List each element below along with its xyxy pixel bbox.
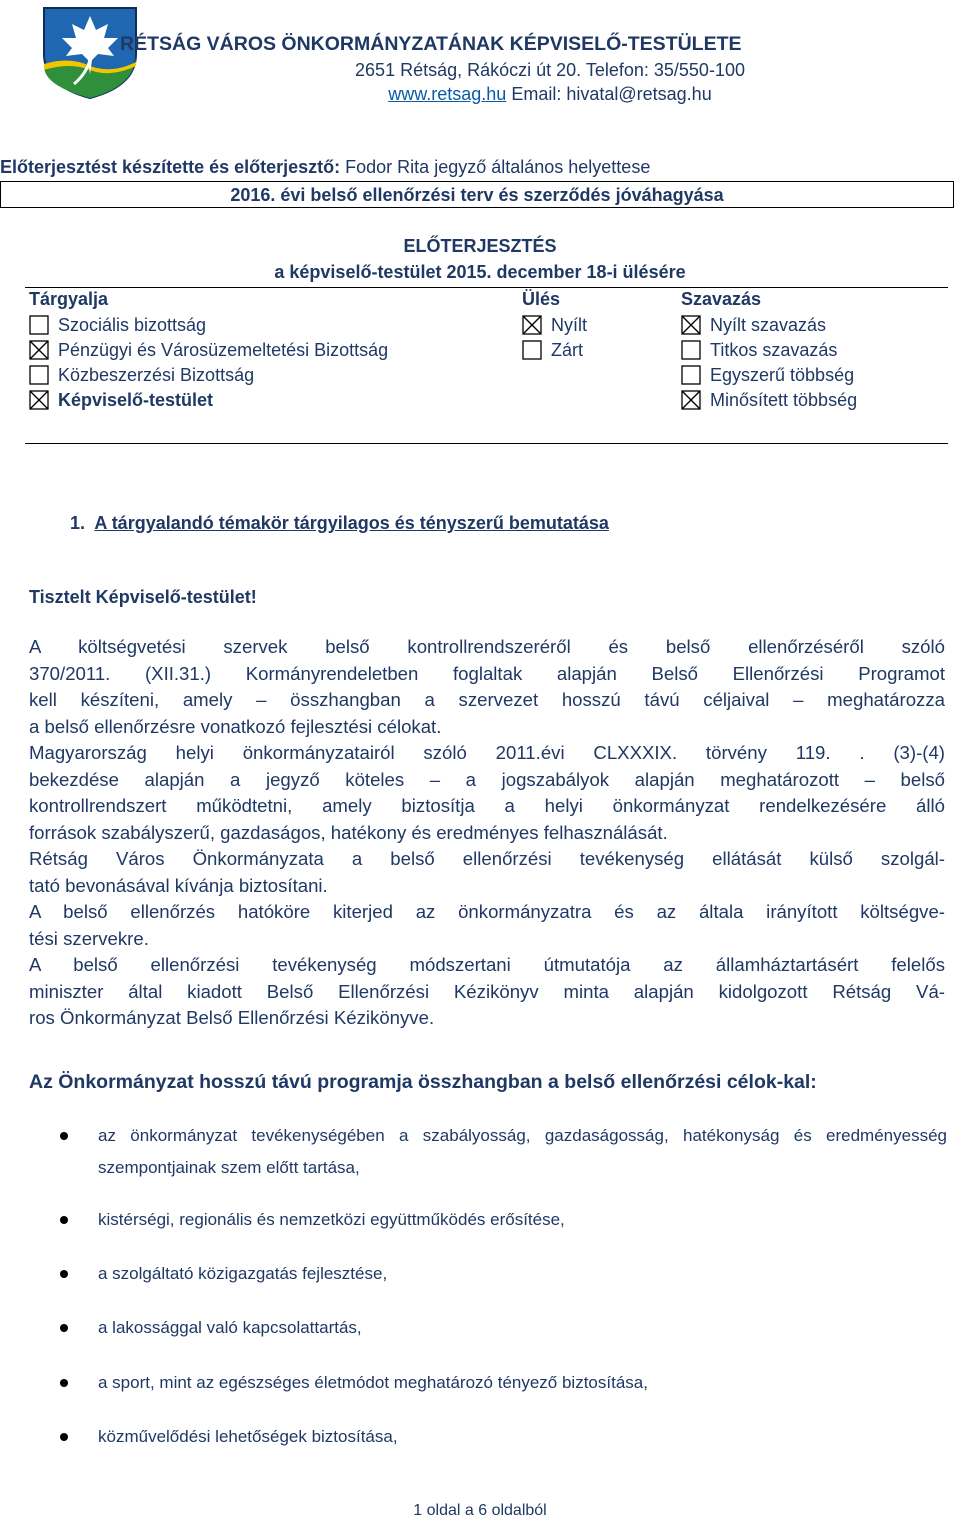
list-item-text: közművelődési lehetőségek biztosítása,	[98, 1427, 398, 1446]
body-line: A belső ellenőrzési tevékenység módszertani útmutatója az államháztartásért felelős	[29, 954, 945, 975]
subject-box: 2016. évi belső ellenőrzési terv és szerződés jóváhagyása	[0, 181, 954, 208]
preparer-value: Fodor Rita jegyző általános helyettese	[345, 157, 651, 177]
section-title: A tárgyalandó témakör tárgyilagos és tényszerű bemutatása	[94, 513, 609, 533]
targyalja-option-label: Közbeszerzési Bizottság	[58, 364, 255, 385]
targyalja-option-label: Pénzügyi és Városüzemeltetési Bizottság	[58, 339, 389, 360]
targyalja-option	[29, 363, 254, 387]
targyalja-option-label: Képviselő-testület	[58, 389, 214, 410]
ules-option-label: Nyílt	[551, 314, 587, 335]
bullet-icon	[60, 1132, 68, 1140]
targyalja-option	[29, 338, 388, 362]
checkbox-icon	[29, 390, 49, 410]
targyalja-option	[29, 388, 213, 412]
body-line: ros Önkormányzat Belső Ellenőrzési Kézikönyve.	[29, 1007, 435, 1028]
szavazas-option	[681, 388, 857, 412]
checkbox-icon	[29, 340, 49, 360]
body-line: 370/2011. (XII.31.) Kormányrendeletben foglaltak alapján Belső Ellenőrzési Programot	[29, 662, 945, 684]
col-header-targyalja: Tárgyalja	[29, 289, 109, 309]
checkbox-icon	[681, 365, 701, 385]
list-item-text: a lakossággal való kapcsolattartás,	[98, 1318, 362, 1337]
list-item-text: a sport, mint az egészséges életmódot meghatározó tényező biztosítása,	[98, 1373, 648, 1392]
proposal-session: a képviselő-testület 2015. december 18-i ülésére	[274, 262, 686, 282]
list-item-text: az önkormányzat tevékenységében a szabályosság, gazdaságosság, hatékonyság és eredményesség szempontjainak szem előtt tartása,	[98, 1126, 947, 1177]
checkbox-icon	[681, 315, 701, 335]
targyalja-option	[29, 313, 206, 337]
header-email: Email: hivatal@retsag.hu	[511, 84, 712, 104]
body-line: a belső ellenőrzésre vonatkozó fejlesztési célokat.	[29, 715, 442, 737]
body-line: tési szervekre.	[29, 927, 149, 949]
body-line: A költségvetési szervek belső kontrollrendszeréről és belső ellenőrzéséről szóló	[29, 636, 945, 657]
header-contact	[0, 84, 960, 105]
targyalja-option-label: Szociális bizottság	[58, 314, 207, 335]
body-line: miniszter által kiadott Belső Ellenőrzési Kézikönyv minta alapján kidolgozott Rétság Vá-	[29, 980, 945, 1002]
body-line: kell készíteni, amely – összhangban a szervezet hosszú távú céljaival – meghatározza	[29, 689, 945, 710]
body-line: tató bevonásával kívánja biztosítani.	[29, 874, 328, 896]
body-line: kontrollrendszert működtetni, amely biztosítja a helyi önkormányzat rendelkezésére álló	[29, 795, 945, 816]
checkbox-icon	[681, 340, 701, 360]
checkbox-icon	[29, 315, 49, 335]
list-item-text: kistérségi, regionális és nemzetközi együttműködés erősítése,	[98, 1210, 565, 1229]
szavazas-option-label: Nyílt szavazás	[710, 314, 827, 335]
bullet-icon	[60, 1324, 68, 1332]
program-heading: Az Önkormányzat hosszú távú programja összhangban a belső ellenőrzési célok-kal:	[29, 1071, 817, 1093]
szavazas-option	[681, 338, 837, 362]
salutation: Tisztelt Képviselő-testület!	[29, 587, 257, 607]
body-line: források szabályszerű, gazdaságos, hatékony és eredményes felhasználását.	[29, 821, 668, 843]
ules-option	[522, 313, 587, 337]
checkbox-icon	[522, 315, 542, 335]
voting-table	[25, 287, 948, 444]
szavazas-option-label: Egyszerű többség	[710, 364, 855, 385]
col-header-szavazas: Szavazás	[681, 289, 762, 309]
checkbox-icon	[522, 340, 542, 360]
body-text	[29, 634, 945, 1032]
preparer-label: Előterjesztést készítette és előterjesztő:	[0, 157, 341, 177]
header-address: 2651 Rétság, Rákóczi út 20. Telefon: 35/550-100	[355, 60, 745, 80]
body-line: A belső ellenőrzés hatóköre kiterjed az önkormányzatra és az általa irányított költségve-	[29, 901, 945, 922]
bullet-icon	[60, 1270, 68, 1278]
body-line: Magyarország helyi önkormányzatairól szóló 2011.évi CLXXXIX. törvény 119. . (3)-(4)	[29, 742, 945, 763]
szavazas-option	[681, 313, 826, 337]
proposal-heading: ELŐTERJESZTÉS	[403, 236, 557, 256]
section-heading	[70, 513, 609, 534]
ules-option-label: Zárt	[551, 339, 584, 360]
website-link[interactable]: www.retsag.hu	[388, 84, 507, 104]
header-title: RÉTSÁG VÁROS ÖNKORMÁNYZATÁNAK KÉPVISELŐ-TESTÜLETE	[120, 33, 742, 55]
ules-option	[522, 338, 583, 362]
body-line: bekezdése alapján a jegyző köteles – a jogszabályok alapján meghatározott – belső	[29, 768, 945, 790]
bullet-icon	[60, 1379, 68, 1387]
preparer-line	[0, 157, 650, 178]
szavazas-option-label: Minősített többség	[710, 389, 858, 410]
col-header-ules: Ülés	[522, 289, 561, 309]
section-number: 1.	[70, 513, 86, 533]
body-line: Rétság Város Önkormányzata a belső ellenőrzési tevékenység ellátását külső szolgál-	[29, 848, 945, 869]
szavazas-option	[681, 363, 854, 387]
page-footer: 1 oldal a 6 oldalból	[413, 1502, 547, 1519]
bullet-icon	[60, 1433, 68, 1441]
list-item-text: a szolgáltató közigazgatás fejlesztése,	[98, 1264, 388, 1283]
szavazas-option-label: Titkos szavazás	[710, 339, 838, 360]
checkbox-icon	[29, 365, 49, 385]
checkbox-icon	[681, 390, 701, 410]
bullet-icon	[60, 1216, 68, 1224]
